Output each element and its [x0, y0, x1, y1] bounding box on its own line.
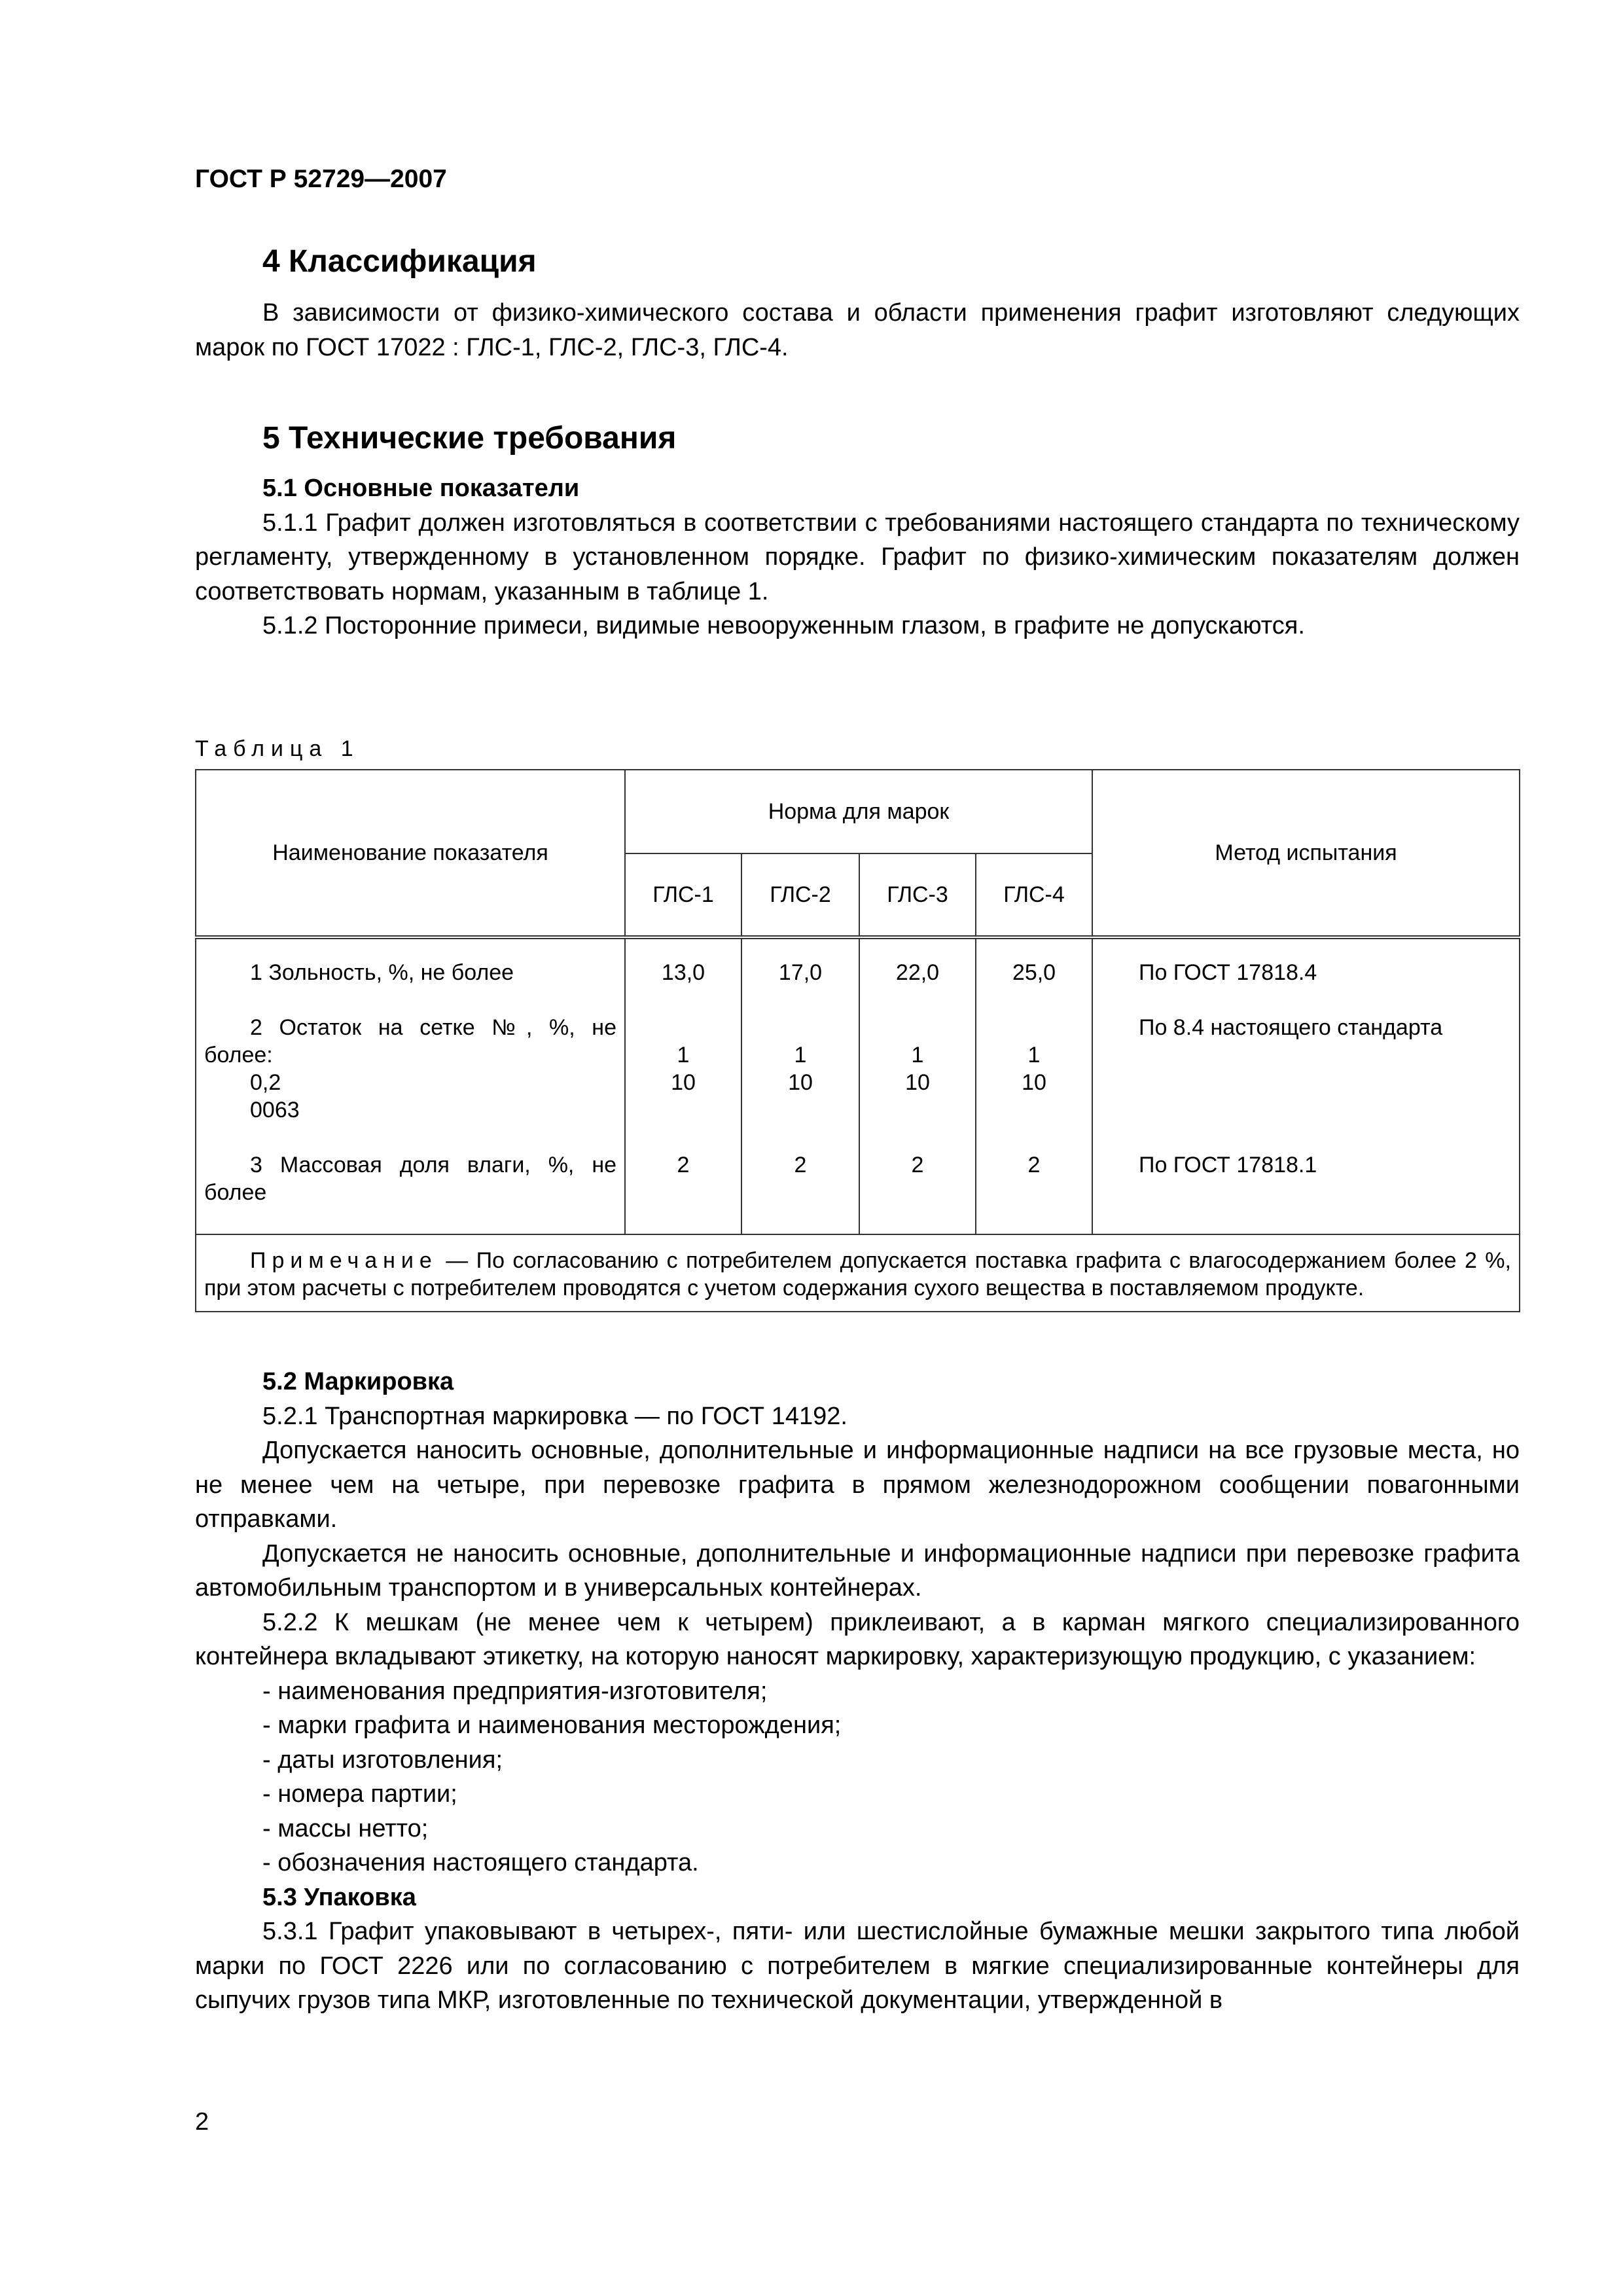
cell-value: 13,0 — [661, 960, 705, 985]
list-item: - наименования предприятия-изготовителя; — [262, 1677, 768, 1705]
grade-header: ГЛС-3 — [859, 853, 976, 937]
paragraph: 5.2.1 Транспортная маркировка — по ГОСТ 14192. — [262, 1402, 847, 1430]
page-number: 2 — [195, 2108, 209, 2136]
row-1-name: 1 Зольность, %, не более — [250, 960, 514, 985]
row-2-method: По 8.4 настоящего стандарта — [1139, 1015, 1443, 1040]
row-3-name: 3 Массовая доля влаги, %, не более — [204, 1153, 616, 1205]
note-label: Примечание — [250, 1248, 438, 1273]
cell-value: 10 — [905, 1070, 930, 1095]
cell-value: 10 — [788, 1070, 813, 1095]
row-2-name: 2 Остаток на сетке №, %, не более: — [204, 1015, 616, 1067]
document-header: ГОСТ Р 52729—2007 — [195, 165, 447, 193]
list-item: - марки графита и наименования месторождения; — [262, 1712, 842, 1739]
row-2-sub-1: 0,2 — [250, 1070, 281, 1095]
section-5-title: 5 Технические требования — [262, 421, 677, 456]
cell-value: 2 — [911, 1153, 924, 1177]
list-item: - обозначения настоящего стандарта. — [262, 1849, 699, 1876]
table-row — [196, 937, 1520, 1234]
cell-value: 17,0 — [778, 960, 823, 985]
section-5-2 — [195, 1365, 1520, 2018]
cell-value: 1 — [677, 1043, 690, 1067]
section-4-title: 4 Классификация — [262, 244, 537, 279]
table-note-row — [196, 1234, 1520, 1312]
cell-value: 1 — [911, 1043, 924, 1067]
paragraph: 5.2.2 К мешкам (не менее чем к четырем) приклеивают, а в карман мягкого специализированного контейнера вкладывают этикетку, на которую наносят маркировку, характеризующую продукцию, с указанием: — [195, 1608, 1520, 1670]
paragraph-5-1-1: 5.1.1 Графит должен изготовляться в соответствии с требованиями настоящего стандарта по техническому регламенту, утвержденному в установленном порядке. Графит по физико-химическим показателям должен соответствовать нормам, указанным в таблице 1. — [195, 509, 1520, 605]
section-4 — [195, 242, 1520, 365]
list-item: - номера партии; — [262, 1780, 457, 1808]
list-item: - даты изготовления; — [262, 1746, 503, 1774]
note-text: — По согласованию с потребителем допускается поставка графита с влагосодержанием более 2 %, при этом расчеты с потребителем проводятся с учетом содержания сухого вещества в поставляемом продукте. — [204, 1248, 1511, 1300]
col-header-norm: Норма для марок — [625, 770, 1092, 853]
cell-value: 22,0 — [895, 960, 940, 985]
cell-value: 2 — [794, 1153, 807, 1177]
table-note — [204, 1247, 1511, 1302]
section-5 — [195, 419, 1520, 643]
cell-value: 1 — [794, 1043, 807, 1067]
list-item: - массы нетто; — [262, 1814, 429, 1842]
row-1-method: По ГОСТ 17818.4 — [1139, 960, 1317, 985]
paragraph: Допускается не наносить основные, дополнительные и информационные надписи при перевозке графита автомобильным транспортом и в универсальных контейнерах. — [195, 1539, 1520, 1602]
paragraph: 5.3.1 Графит упаковывают в четырех-, пяти- или шестислойные бумажные мешки закрытого типа любой марки по ГОСТ 2226 или по согласованию с потребителем в мягкие специализированные контейнеры для сыпучих грузов типа МКР, изготовленные по технической документации, утвержденной в — [195, 1918, 1520, 2014]
row-2-sub-2: 0063 — [250, 1098, 300, 1122]
cell-value: 2 — [677, 1153, 690, 1177]
section-5-2-title: 5.2 Маркировка — [262, 1368, 454, 1395]
cell-value: 25,0 — [1012, 960, 1056, 985]
grade-header: ГЛС-1 — [625, 853, 741, 937]
col-header-method: Метод испытания — [1092, 770, 1520, 937]
col-header-name: Наименование показателя — [196, 770, 625, 937]
cell-value: 1 — [1027, 1043, 1041, 1067]
section-5-1-title: 5.1 Основные показатели — [262, 475, 580, 502]
section-4-text: В зависимости от физико-химического состава и области применения графит изготовляют следующих марок по ГОСТ 17022 : ГЛС-1, ГЛС-2, ГЛС-3, ГЛС-4. — [195, 299, 1520, 361]
cell-value: 10 — [671, 1070, 696, 1095]
paragraph: Допускается наносить основные, дополнительные и информационные надписи на все грузовые места, но не менее чем на четыре, при перевозке графита в прямом железнодорожном сообщении повагонными отправками. — [195, 1437, 1520, 1533]
row-3-method: По ГОСТ 17818.1 — [1139, 1153, 1317, 1177]
table-1 — [195, 769, 1520, 1312]
cell-value: 2 — [1027, 1153, 1041, 1177]
grade-header: ГЛС-2 — [741, 853, 859, 937]
section-5-3-title: 5.3 Упаковка — [262, 1883, 416, 1911]
paragraph-5-1-2: 5.1.2 Посторонние примеси, видимые невооруженным глазом, в графите не допускаются. — [262, 612, 1305, 639]
table-caption: Таблица 1 — [195, 736, 360, 761]
grade-header: ГЛС-4 — [976, 853, 1092, 937]
cell-value: 10 — [1022, 1070, 1046, 1095]
